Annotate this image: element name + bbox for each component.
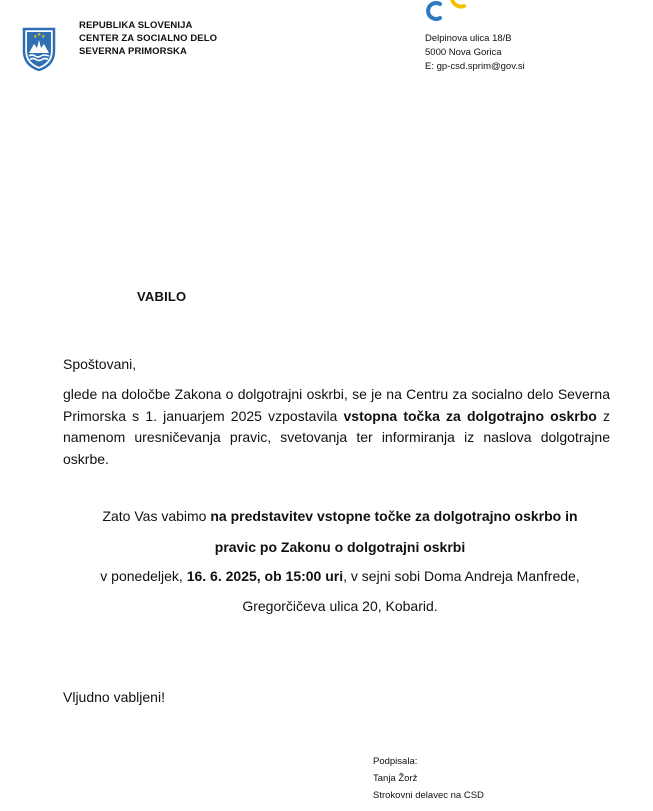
invitation-line-3: [40, 568, 640, 584]
invitation-line-1-bold: na predstavitev vstopne točke za dolgotrajno oskrbo in: [210, 508, 578, 524]
address-email: E: gp-csd.sprim@gov.si: [425, 61, 525, 72]
invitation-line-3-normal-b: , v sejni sobi Doma Andreja Manfrede,: [343, 568, 580, 584]
document-title: VABILO: [137, 289, 187, 304]
closing-remark: Vljudno vabljeni!: [63, 689, 165, 705]
org-line-center: CENTER ZA SOCIALNO DELO: [79, 33, 218, 44]
invitation-line-2: pravic po Zakonu o dolgotrajni oskrbi: [214, 539, 466, 555]
svg-text:★: ★: [33, 34, 38, 40]
signature-label: Podpisala:: [373, 756, 418, 767]
paragraph-bold-entry-point: vstopna točka za dolgotrajno oskrbo: [343, 407, 597, 424]
invitation-line-3-normal-a: v ponedeljek,: [100, 568, 187, 584]
signature-block: [373, 753, 484, 804]
svg-text:★: ★: [37, 32, 42, 38]
greeting: Spoštovani,: [63, 356, 137, 372]
address-street: Delpinova ulica 18/B: [425, 33, 512, 44]
address-block: [425, 32, 525, 74]
org-line-region: SEVERNA PRIMORSKA: [79, 46, 187, 57]
org-line-country: REPUBLIKA SLOVENIJA: [79, 20, 193, 31]
signature-role: Strokovni delavec na CSD: [373, 790, 484, 801]
invitation-line-4: Gregorčičeva ulica 20, Kobarid.: [242, 598, 438, 614]
body-paragraph: [63, 384, 610, 470]
invitation-line-1-normal: Zato Vas vabimo: [102, 508, 211, 524]
invitation-line-1: [40, 508, 640, 524]
address-city: 5000 Nova Gorica: [425, 47, 502, 58]
organization-name: [79, 19, 217, 58]
invitation-date-time: 16. 6. 2025, ob 15:00 uri: [186, 568, 344, 584]
paragraph-text-1: glede na določbe Zakona o dolgotrajni oskrbi, se je na Centru za socialno delo Severna Primorska s 1. januarjem 2025 vzpostavila: [63, 386, 610, 424]
svg-text:★: ★: [41, 34, 46, 40]
signature-name: Tanja Žorž: [373, 773, 418, 784]
paragraph-text-2: z namenom uresničevanja pravic, svetovanja ter informiranja iz naslova dolgotrajne oskrbe.: [63, 407, 610, 467]
coat-of-arms-icon: [22, 27, 56, 71]
csd-logo-icon: [424, 0, 468, 24]
